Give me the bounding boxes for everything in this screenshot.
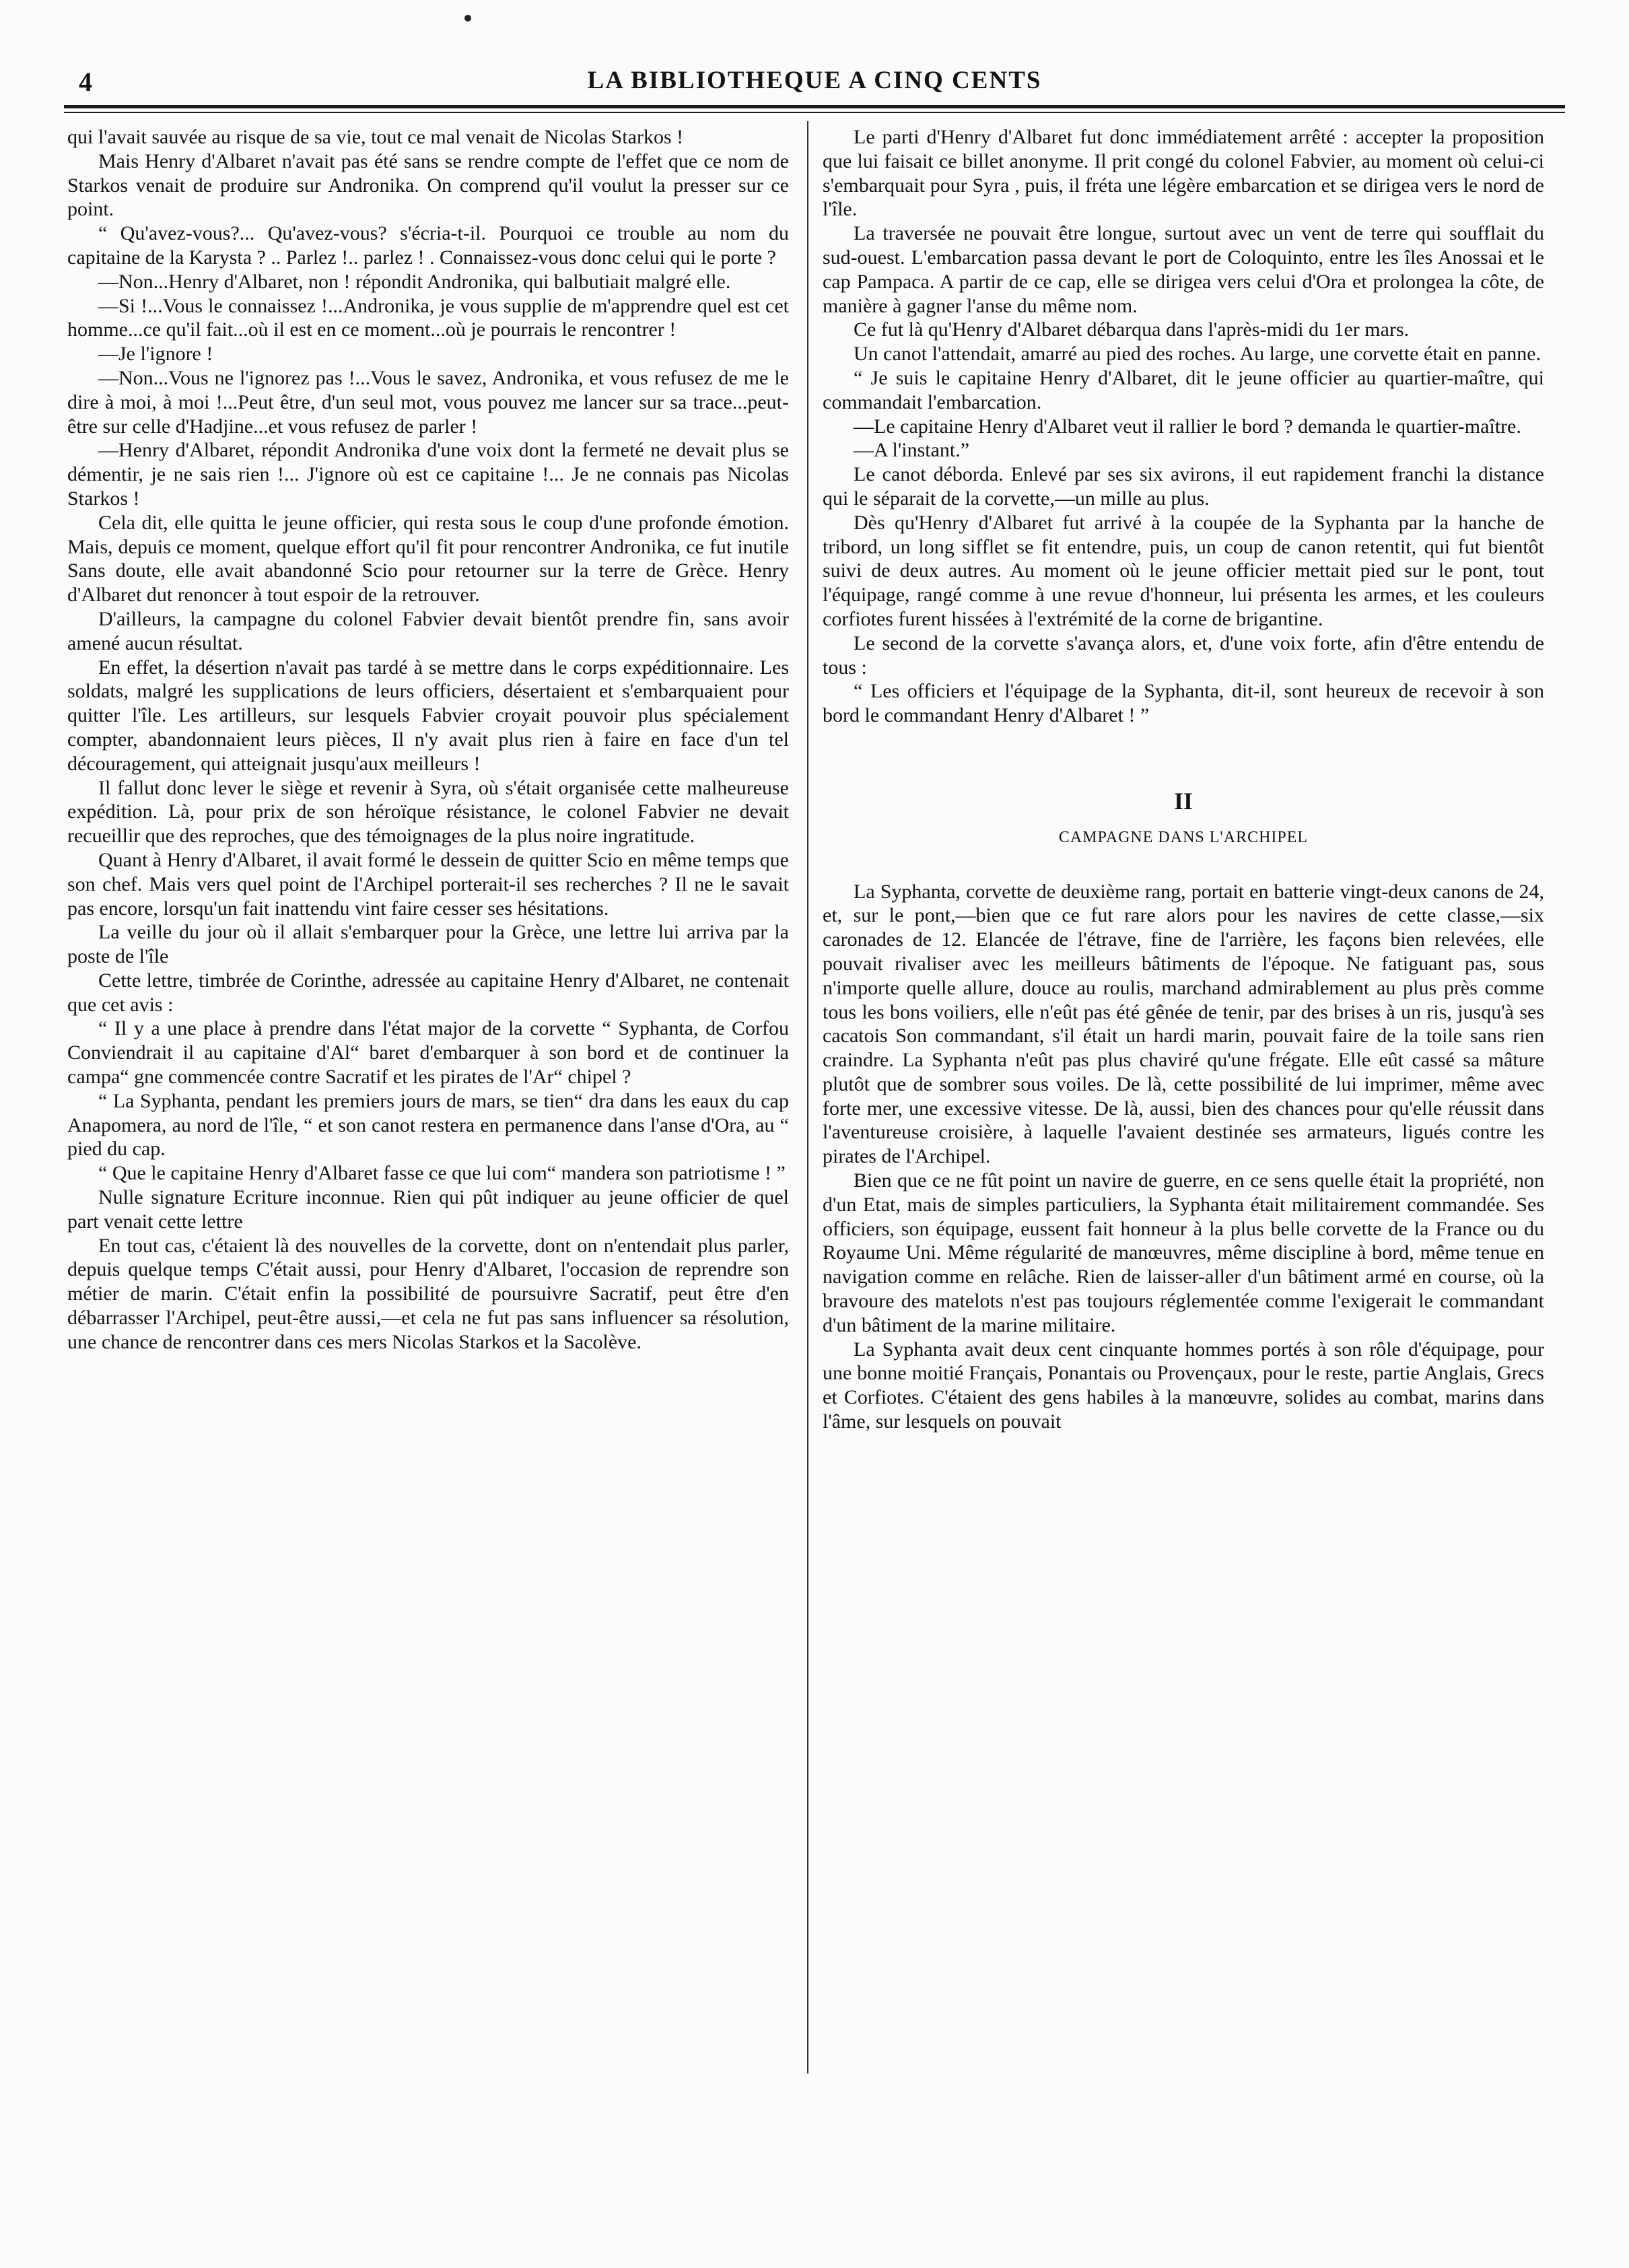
paragraph: —Je l'ignore !	[98, 343, 213, 366]
paragraph: —Le capitaine Henry d'Albaret veut il rallier le bord ? demanda le quartier-maître.	[854, 415, 1521, 438]
paragraph: La Syphanta, corvette de deuxième rang, portait en batterie vingt-deux canons de 24, et, sur le pont,—bien que ce fut rare alors pour les navires de cette classe,—six caronades de 12. Elancée de l'étrave, fine de l'arrière, les façons bien relevées, elle pouvait rivaliser avec les meilleurs bâtiments de l'époque. Ne fatiguant pas, sous n'importe quelle allure, douce au roulis, marchand admirablement au plus près comme tous les bons voiliers, elle n'eût pas été gênée de tenir, par des brises à un ris, jusqu'à ses cacatois Son commandant, s'il était un hardi marin, pouvait faire de la toile sans rien craindre. La Syphanta n'eût pas plus chaviré qu'une frégate. Elle eût cassé sa mâture plutôt que de sombrer sous voiles. De là, cette possibilité de lui imprimer, même avec forte mer, une excessive vitesse. De là, aussi, bien des chances pour qu'elle réussit dans l'aventureuse croisière, à laquelle l'avaient destinée ses armateurs, ligués contre les pirates de l'Archipel.	[823, 880, 1544, 1168]
paragraph: Le canot déborda. Enlevé par ses six avirons, il eut rapidement franchi la distance qui le séparait de la corvette,—un mille au plus.	[823, 463, 1544, 510]
column-divider	[807, 121, 808, 2073]
paragraph: —Non...Henry d'Albaret, non ! répondit Andronika, qui balbutiait malgré elle.	[98, 270, 731, 293]
paragraph: Il fallut donc lever le siège et revenir à Syra, où s'était organisée cette malheureuse expédition. Là, pour prix de son héroïque résistance, le colonel Fabvier ne devait recueillir que des reproches, que des témoignages de la plus noire ingratitude.	[67, 776, 789, 848]
paragraph: —A l'instant.”	[854, 439, 970, 462]
ink-speck	[464, 15, 471, 22]
right-column	[823, 125, 1544, 1434]
paragraph: D'ailleurs, la campagne du colonel Fabvier devait bientôt prendre fin, sans avoir amené aucun résultat.	[67, 607, 789, 654]
section-title: CAMPAGNE DANS L'ARCHIPEL	[1058, 828, 1309, 846]
page-header	[64, 66, 1565, 98]
paragraph: En tout cas, c'étaient là des nouvelles de la corvette, dont on n'entendait plus parler, depuis quelque temps C'était aussi, pour Henry d'Albaret, l'occasion de reprendre son métier de marin. C'était enfin la possibilité de poursuivre Sacratif, peut être d'en débarrasser l'Archipel, peut-être aussi,—et cela ne fut pas sans influencer sa résolution, une chance de rencontrer dans ces mers Nicolas Starkos et la Sacolève.	[67, 1234, 789, 1353]
running-title: LA BIBLIOTHEQUE A CINQ CENTS	[587, 67, 1042, 94]
section-number: II	[1173, 787, 1193, 815]
letter-paragraph: “ La Syphanta, pendant les premiers jours de mars, se tien“ dra dans les eaux du cap Anapomera, au nord de l'île, “ et son canot restera en permanence dans l'anse d'Ora, au “ pied du cap.	[67, 1089, 789, 1161]
paragraph: Nulle signature Ecriture inconnue. Rien qui pût indiquer au jeune officier de quel part venait cette lettre	[67, 1186, 789, 1233]
header-rule-thin	[64, 112, 1565, 113]
letter-paragraph: “ Que le capitaine Henry d'Albaret fasse ce que lui com“ mandera son patriotisme ! ”	[98, 1162, 786, 1185]
header-rule-thick	[64, 105, 1565, 108]
paragraph: Mais Henry d'Albaret n'avait pas été sans se rendre compte de l'effet que ce nom de Starkos venait de produire sur Andronika. On comprend qu'il voulut la presser sur ce point.	[67, 149, 789, 221]
paragraph: Cette lettre, timbrée de Corinthe, adressée au capitaine Henry d'Albaret, ne contenait que cet avis :	[67, 969, 789, 1016]
paragraph: —Henry d'Albaret, répondit Andronika d'une voix dont la fermeté ne devait plus se démentir, je ne sais rien !... J'ignore où est ce capitaine !... Je ne connais pas Nicolas Starkos !	[67, 439, 789, 510]
paragraph: En effet, la désertion n'avait pas tardé à se mettre dans le corps expéditionnaire. Les soldats, malgré les supplications de leurs officiers, désertaient et s'embarquaient pour quitter l'île. Les artilleurs, sur lesquels Fabvier croyait pouvoir plus spécialement compter, abandonnaient leurs pièces, Il n'y avait plus rien à faire en face d'un tel découragement, qui atteignait jusqu'aux meilleurs !	[67, 656, 789, 775]
paragraph: La veille du jour où il allait s'embarquer pour la Grèce, une lettre lui arriva par la poste de l'île	[67, 921, 789, 968]
paragraph: —Non...Vous ne l'ignorez pas !...Vous le savez, Andronika, et vous refusez de me le dire à moi, à moi !...Peut être, d'un seul mot, vous pouvez me lancer sur sa trace...peut-être sur celle d'Hadjine...et vous refusez de parler !	[67, 366, 789, 438]
letter-paragraph: “ Il y a une place à prendre dans l'état major de la corvette “ Syphanta, de Corfou Conviendrait il au capitaine d'Al“ baret d'embarquer à son bord et de continuer la campa“ gne commencée contre Sacratif et les pirates de l'Ar“ chipel ?	[67, 1017, 789, 1089]
paragraph: Ce fut là qu'Henry d'Albaret débarqua dans l'après-midi du 1er mars.	[854, 318, 1410, 341]
paragraph: Bien que ce ne fût point un navire de guerre, en ce sens quelle était la propriété, non d'un Etat, mais de simples particuliers, la Syphanta était militairement commandée. Ses officiers, son équipage, eussent fait honneur à la plus belle corvette de la France ou du Royaume Uni. Même régularité de manœuvres, même discipline à bord, même tenue en navigation comme en relâche. Rien de laisser-aller d'un bâtiment armé en course, où la bravoure des matelots n'est pas toujours réglementée comme l'exigerait le commandant d'un bâtiment de la marine militaire.	[823, 1169, 1544, 1336]
paragraph: Quant à Henry d'Albaret, il avait formé le dessein de quitter Scio en même temps que son chef. Mais vers quel point de l'Archipel porterait-il ses recherches ? Il ne le savait pas encore, lorsqu'un fait inattendu vint faire cesser ses hésitations.	[67, 848, 789, 920]
paragraph: Le parti d'Henry d'Albaret fut donc immédiatement arrêté : accepter la proposition que lui faisait ce billet anonyme. Il prit congé du colonel Fabvier, au moment où celui-ci s'embarquait pour Syra , puis, il fréta une légère embarcation et se dirigea vers le nord de l'île.	[823, 126, 1544, 221]
paragraph: Dès qu'Henry d'Albaret fut arrivé à la coupée de la Syphanta par la hanche de tribord, un long sifflet se fit entendre, puis, un coup de canon retentit, qui fut bientôt suivi de deux autres. Au moment où le jeune officier mettait pied sur le pont, tout l'équipage, rangé comme à une revue d'honneur, lui présenta les armes, et les couleurs corfiotes furent hissées à l'extrémité de la corne de brigantine.	[823, 511, 1544, 630]
paragraph: “ Je suis le capitaine Henry d'Albaret, dit le jeune officier au quartier-maître, qui commandait l'embarcation.	[823, 366, 1544, 413]
paragraph: Cela dit, elle quitta le jeune officier, qui resta sous le coup d'une profonde émotion. Mais, depuis ce moment, quelque effort qu'il fit pour rencontrer Andronika, ce fut inutile Sans doute, elle avait abandonné Scio pour retourner sur la terre de Grèce. Henry d'Albaret dut renoncer à tout espoir de la retrouver.	[67, 511, 789, 607]
paragraph: Un canot l'attendait, amarré au pied des roches. Au large, une corvette était en panne.	[854, 343, 1541, 366]
paragraph: “ Les officiers et l'équipage de la Syphanta, dit-il, sont heureux de recevoir à son bord le commandant Henry d'Albaret ! ”	[823, 680, 1544, 727]
paragraph: —Si !...Vous le connaissez !...Andronika, je vous supplie de m'apprendre quel est cet homme...ce qu'il fait...où il est en ce moment...où je pourrais le rencontrer !	[67, 294, 789, 341]
left-column	[67, 125, 789, 1354]
paragraph: “ Qu'avez-vous?... Qu'avez-vous? s'écria-t-il. Pourquoi ce trouble au nom du capitaine de la Karysta ? .. Parlez !.. parlez ! . Connaissez-vous donc celui qui le porte ?	[67, 222, 789, 269]
paragraph: qui l'avait sauvée au risque de sa vie, tout ce mal venait de Nicolas Starkos !	[67, 126, 684, 148]
paragraph: Le second de la corvette s'avança alors, et, d'une voix forte, afin d'être entendu de tous :	[823, 631, 1544, 679]
paragraph: La traversée ne pouvait être longue, surtout avec un vent de terre qui soufflait du sud-ouest. L'embarcation passa devant le port de Coloquinto, entre les îles Anossai et le cap Pampaca. A partir de ce cap, elle se dirigea vers celui d'Ora et prolongea la côte, de manière à gagner l'anse du même nom.	[823, 222, 1544, 317]
page-number: 4	[79, 67, 92, 97]
paragraph: La Syphanta avait deux cent cinquante hommes portés à son rôle d'équipage, pour une bonne moitié Français, Ponantais ou Provençaux, pour le reste, partie Anglais, Grecs et Corfiotes. C'étaient des gens habiles à la manœuvre, solides au combat, marins dans l'âme, sur lesquels on pouvait	[823, 1338, 1544, 1433]
